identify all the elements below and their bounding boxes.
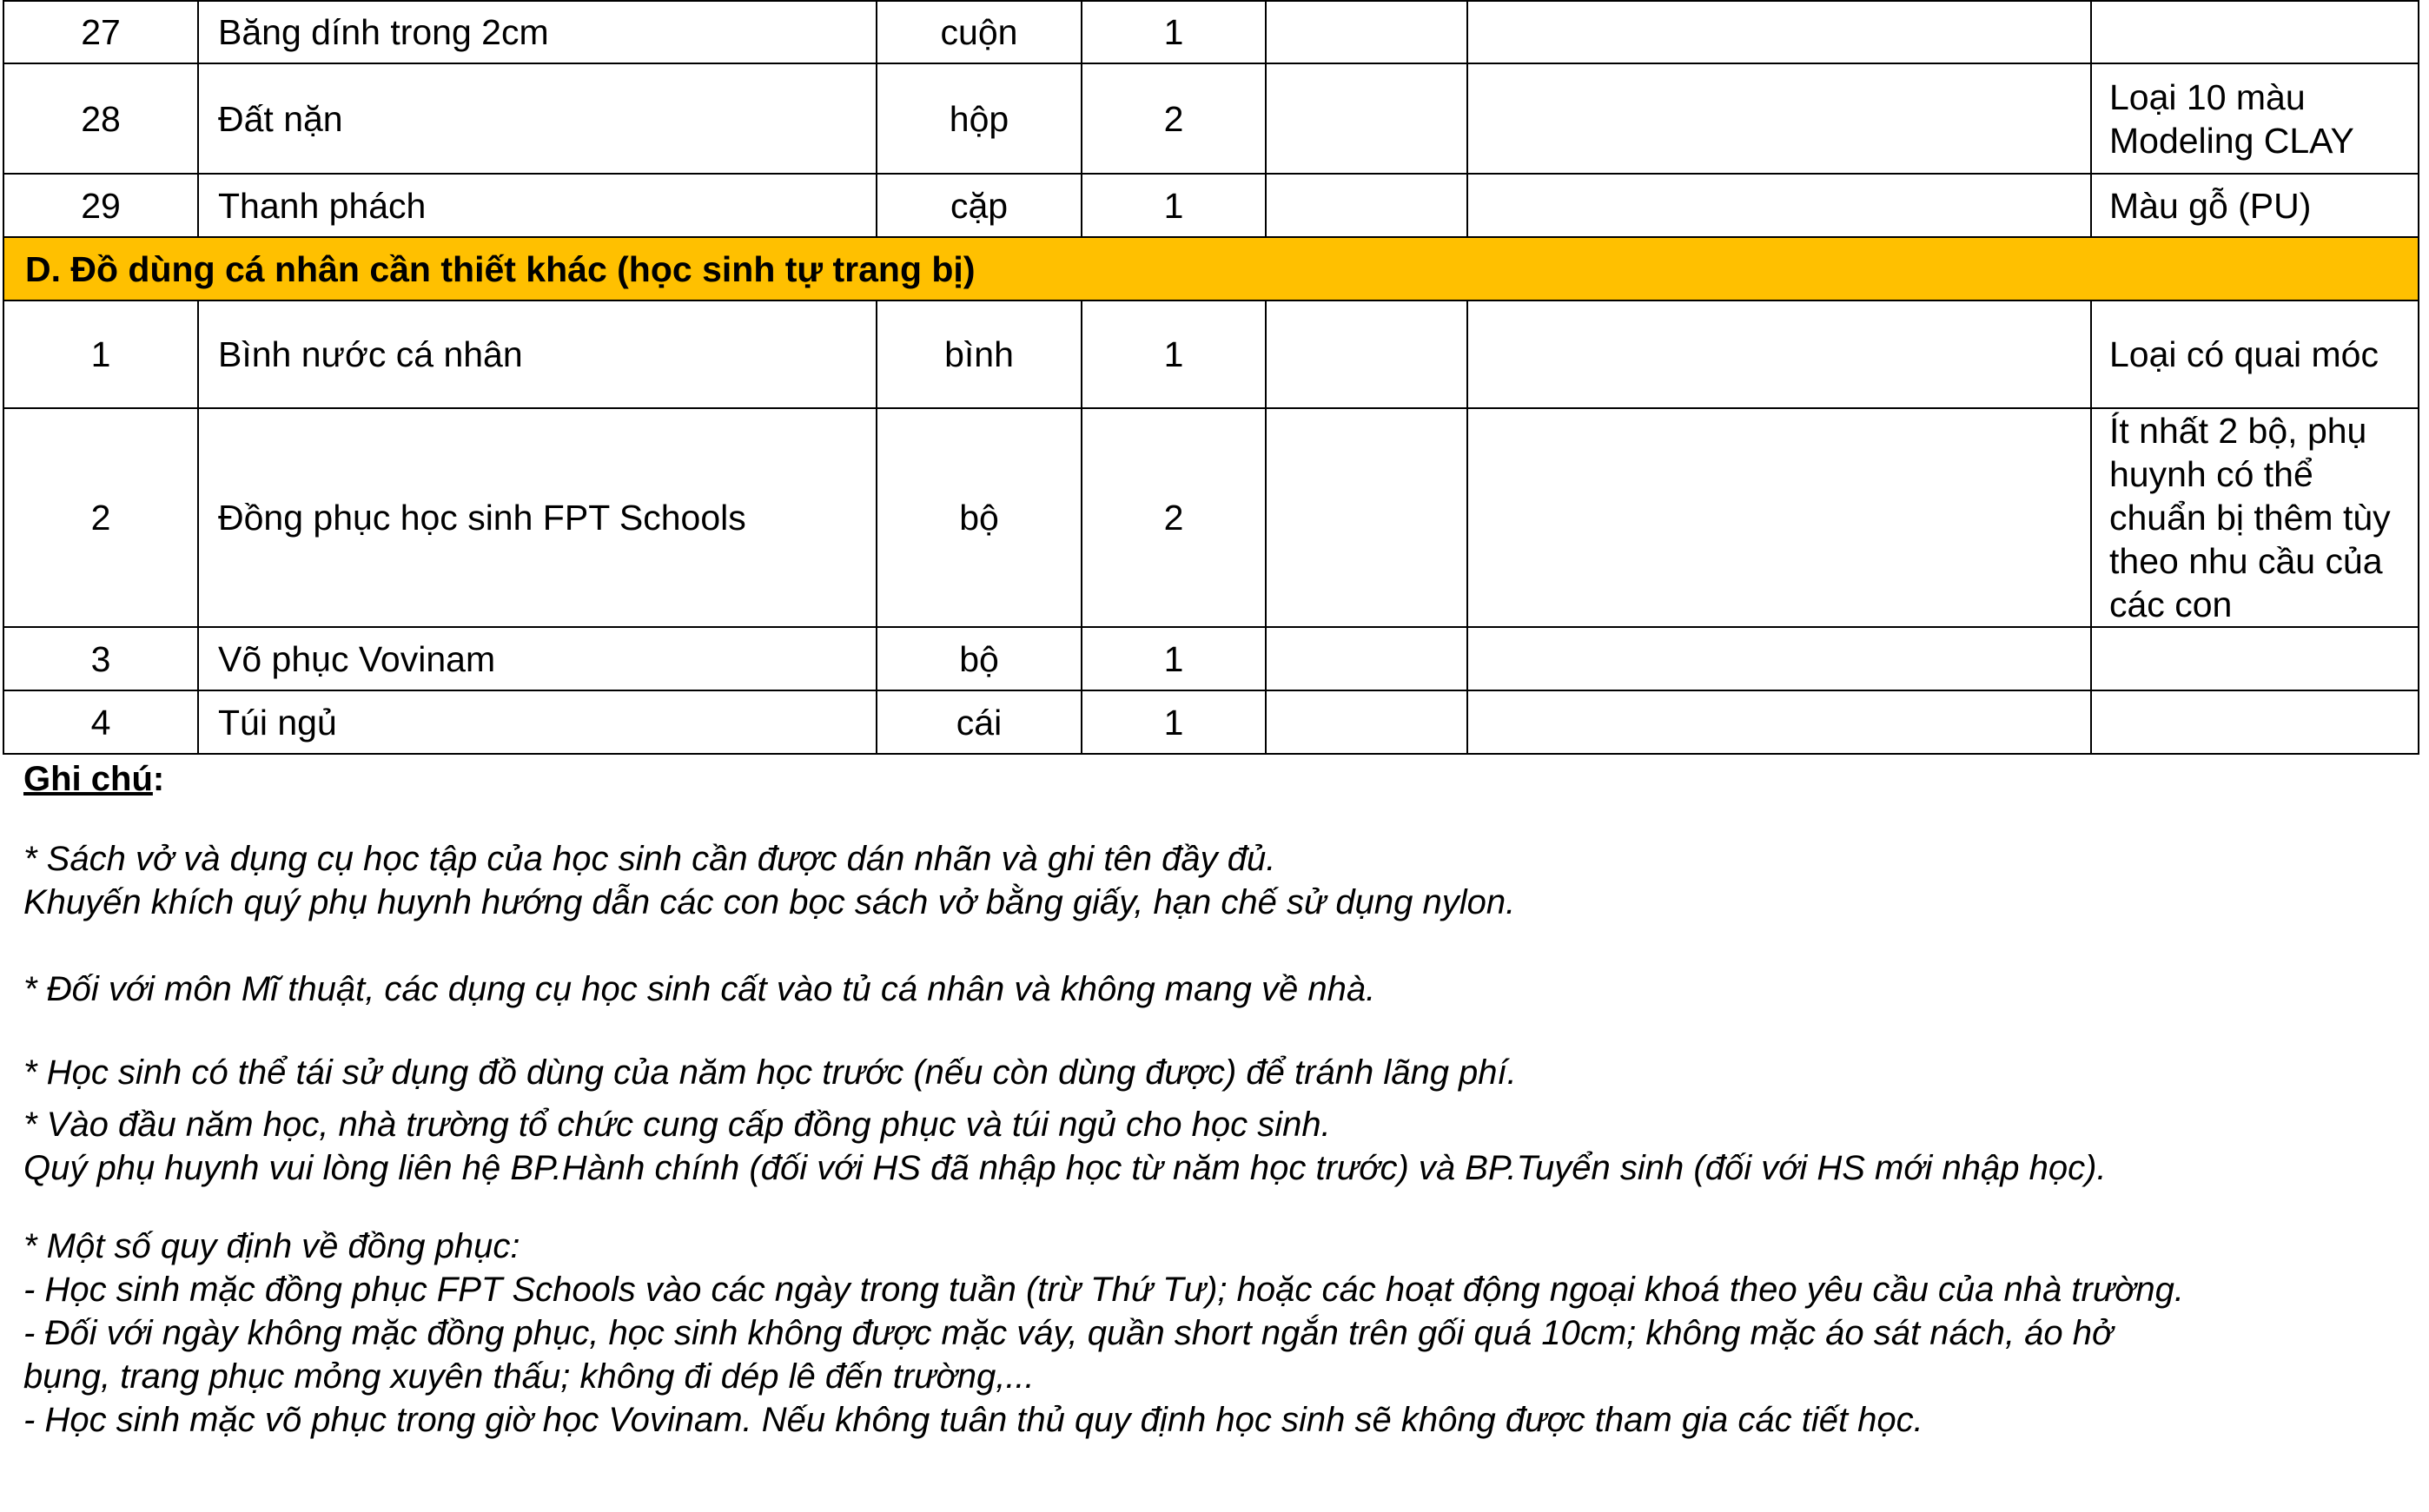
item-name: Đất nặn bbox=[198, 63, 877, 174]
notes-section bbox=[23, 757, 2404, 1442]
table-row bbox=[3, 408, 2419, 627]
item-note: Loại 10 màu Modeling CLAY bbox=[2091, 63, 2419, 174]
item-quantity: 1 bbox=[1082, 690, 1266, 754]
empty-cell bbox=[1266, 300, 1467, 408]
table-row bbox=[3, 63, 2419, 174]
item-unit: cặp bbox=[877, 174, 1082, 237]
note-line: * Một số quy định về đồng phục: bbox=[23, 1227, 520, 1265]
note-line: - Đối với ngày không mặc đồng phục, học sinh không được mặc váy, quần short ngắn trên gối quá 10cm; không mặc áo sát nách, áo hở bbox=[23, 1314, 2114, 1352]
notes-title-colon: : bbox=[152, 760, 165, 798]
item-name: Thanh phách bbox=[198, 174, 877, 237]
note-line: - Học sinh mặc đồng phục FPT Schools vào các ngày trong tuần (trừ Thứ Tư); hoặc các hoạt động ngoại khoá theo yêu cầu của nhà trường. bbox=[23, 1271, 2184, 1309]
item-quantity: 1 bbox=[1082, 1, 1266, 63]
item-quantity: 1 bbox=[1082, 174, 1266, 237]
empty-cell bbox=[1266, 690, 1467, 754]
item-name: Túi ngủ bbox=[198, 690, 877, 754]
note-line: - Học sinh mặc võ phục trong giờ học Vovinam. Nếu không tuân thủ quy định học sinh sẽ không được tham gia các tiết học. bbox=[23, 1401, 1923, 1439]
row-number: 3 bbox=[3, 627, 198, 690]
note-line: * Học sinh có thể tái sử dụng đồ dùng của năm học trước (nếu còn dùng được) để tránh lãng phí. bbox=[23, 1053, 1517, 1092]
notes-title-text: Ghi chú bbox=[23, 760, 153, 798]
table-row bbox=[3, 300, 2419, 408]
item-name: Bình nước cá nhân bbox=[198, 300, 877, 408]
empty-cell bbox=[1467, 627, 2091, 690]
item-unit: bộ bbox=[877, 408, 1082, 627]
item-unit: cuộn bbox=[877, 1, 1082, 63]
empty-cell bbox=[1467, 63, 2091, 174]
row-number: 27 bbox=[3, 1, 198, 63]
item-name: Võ phục Vovinam bbox=[198, 627, 877, 690]
item-unit: cái bbox=[877, 690, 1082, 754]
note-line: * Đối với môn Mĩ thuật, các dụng cụ học sinh cất vào tủ cá nhân và không mang về nhà. bbox=[23, 970, 1376, 1008]
empty-cell bbox=[1266, 63, 1467, 174]
item-quantity: 2 bbox=[1082, 63, 1266, 174]
notes-title bbox=[23, 757, 2404, 801]
empty-cell bbox=[1467, 1, 2091, 63]
item-name: Đồng phục học sinh FPT Schools bbox=[198, 408, 877, 627]
row-number: 28 bbox=[3, 63, 198, 174]
row-number: 1 bbox=[3, 300, 198, 408]
item-note bbox=[2091, 627, 2419, 690]
note-line: * Sách vở và dụng cụ học tập của học sinh cần được dán nhãn và ghi tên đầy đủ. bbox=[23, 840, 1276, 878]
table-row bbox=[3, 690, 2419, 754]
empty-cell bbox=[1266, 1, 1467, 63]
row-number: 2 bbox=[3, 408, 198, 627]
item-note bbox=[2091, 690, 2419, 754]
table-row bbox=[3, 1, 2419, 63]
empty-cell bbox=[1467, 690, 2091, 754]
empty-cell bbox=[1266, 174, 1467, 237]
empty-cell bbox=[1266, 627, 1467, 690]
note-line: Khuyến khích quý phụ huynh hướng dẫn các con bọc sách vở bằng giấy, hạn chế sử dụng nylon. bbox=[23, 883, 1516, 921]
table-row bbox=[3, 174, 2419, 237]
note-line: bụng, trang phục mỏng xuyên thấu; không đi dép lê đến trường,... bbox=[23, 1357, 1035, 1396]
note-line: Quý phụ huynh vui lòng liên hệ BP.Hành chính (đối với HS đã nhập học từ năm học trước) và BP.Tuyển sinh (đối với HS mới nhập học). bbox=[23, 1149, 2107, 1187]
item-name: Băng dính trong 2cm bbox=[198, 1, 877, 63]
empty-cell bbox=[1467, 408, 2091, 627]
table-row bbox=[3, 627, 2419, 690]
item-unit: bình bbox=[877, 300, 1082, 408]
section-title: D. Đồ dùng cá nhân cần thiết khác (học sinh tự trang bị) bbox=[3, 237, 2419, 300]
item-quantity: 2 bbox=[1082, 408, 1266, 627]
item-note: Ít nhất 2 bộ, phụ huynh có thể chuẩn bị thêm tùy theo nhu cầu của các con bbox=[2091, 408, 2419, 627]
row-number: 4 bbox=[3, 690, 198, 754]
supply-table bbox=[3, 0, 2419, 755]
item-quantity: 1 bbox=[1082, 627, 1266, 690]
item-note: Loại có quai móc bbox=[2091, 300, 2419, 408]
empty-cell bbox=[1467, 174, 2091, 237]
section-header-row bbox=[3, 237, 2419, 300]
row-number: 29 bbox=[3, 174, 198, 237]
item-unit: hộp bbox=[877, 63, 1082, 174]
empty-cell bbox=[1467, 300, 2091, 408]
empty-cell bbox=[1266, 408, 1467, 627]
item-note: Màu gỗ (PU) bbox=[2091, 174, 2419, 237]
item-unit: bộ bbox=[877, 627, 1082, 690]
item-quantity: 1 bbox=[1082, 300, 1266, 408]
note-line: * Vào đầu năm học, nhà trường tổ chức cung cấp đồng phục và túi ngủ cho học sinh. bbox=[23, 1106, 1331, 1144]
item-note bbox=[2091, 1, 2419, 63]
